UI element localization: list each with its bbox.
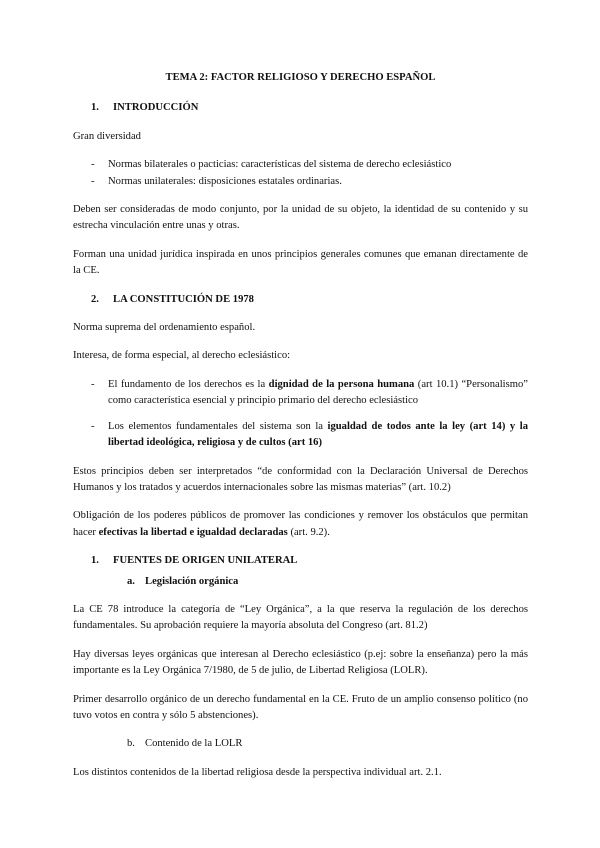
list-item-text <box>108 377 528 410</box>
text-run: Obligación de los poderes públicos de promover las condiciones y remover los obstáculos que permitan hacer <box>73 510 528 538</box>
section-title: LA CONSTITUCIÓN DE 1978 <box>113 293 254 305</box>
list-item <box>91 174 528 190</box>
section-heading-fuentes <box>73 553 528 569</box>
paragraph: Gran diversidad <box>73 130 141 142</box>
paragraph: La CE 78 introduce la categoría de “Ley Orgánica”, a la que reserva la regulación de los derechos fundamentales. Su aprobación requiere la mayoría absoluta del Congreso (art. 81.2) <box>73 603 528 632</box>
section-title: INTRODUCCIÓN <box>113 102 199 114</box>
paragraph: Hay diversas leyes orgánicas que interesan al Derecho eclesiástico (p.ej: sobre la enseñanza) pero la más importante es la Ley Orgánica 7/1980, de 5 de julio, de Libertad Religiosa (LOLR). <box>73 648 528 677</box>
list-item-text: Normas bilaterales o pacticias: características del sistema de derecho eclesiástico <box>108 159 452 171</box>
subsection-number: b. <box>127 738 135 750</box>
dash-marker: - <box>91 378 95 390</box>
text-run: Los elementos fundamentales del sistema son la <box>108 420 328 432</box>
section-title: FUENTES DE ORIGEN UNILATERAL <box>113 555 298 567</box>
subsection-heading-contenido <box>73 736 528 752</box>
subsection-title: Contenido de la LOLR <box>145 738 243 750</box>
bold-text: igualdad de todos ante la ley (art 14) y la libertad ideológica, religiosa y de cultos (art 16) <box>108 420 528 449</box>
text-run: (art. 9.2). <box>287 526 330 538</box>
document-title: TEMA 2: FACTOR RELIGIOSO Y DERECHO ESPAÑOL <box>165 72 436 83</box>
paragraph: Interesa, de forma especial, al derecho eclesiástico: <box>73 350 291 362</box>
text-run: (art 10.1) “Personalismo” como característica esencial y principio primario del derecho eclesiástico <box>108 378 528 407</box>
bold-text: dignidad de la persona humana <box>268 378 415 390</box>
dash-marker: - <box>91 159 95 171</box>
paragraph <box>73 508 528 541</box>
paragraph: Forman una unidad jurídica inspirada en unos principios generales comunes que emanan directamente de la CE. <box>73 248 528 277</box>
list-item-text <box>108 419 528 452</box>
text-run: El fundamento de los derechos es la <box>108 378 269 390</box>
section-heading-constitucion <box>73 292 528 308</box>
list-item <box>91 419 528 452</box>
paragraph: Norma suprema del ordenamiento español. <box>73 322 256 334</box>
bold-text: efectivas la libertad e igualdad declaradas <box>98 526 288 538</box>
bullet-list <box>73 377 528 452</box>
section-number: 2. <box>91 293 99 305</box>
list-item <box>91 377 528 410</box>
dash-marker: - <box>91 175 95 187</box>
section-number: 1. <box>91 555 99 567</box>
paragraph: Deben ser consideradas de modo conjunto, por la unidad de su objeto, la identidad de su contenido y su estrecha vinculación entre unas y otras. <box>73 204 528 232</box>
section-number: 1. <box>91 102 99 114</box>
dash-marker: - <box>91 420 95 432</box>
list-item <box>91 157 528 173</box>
subsection-number: a. <box>127 575 135 587</box>
section-heading-introduccion <box>73 100 528 116</box>
subsection-heading-legislacion <box>73 574 528 590</box>
paragraph: Estos principios deben ser interpretados “de conformidad con la Declaración Universal de Derechos Humanos y los tratados y acuerdos internacionales sobre las mismas materias” (art. 10.2) <box>73 465 528 493</box>
paragraph: Primer desarrollo orgánico de un derecho fundamental en la CE. Fruto de un amplio consenso político (no tuvo votos en contra y sólo 5 abstenciones). <box>73 693 528 721</box>
subsection-title: Legislación orgánica <box>145 575 239 587</box>
list-item-text: Normas unilaterales: disposiciones estatales ordinarias. <box>108 175 342 187</box>
bullet-list <box>73 157 528 190</box>
paragraph: Los distintos contenidos de la libertad religiosa desde la perspectiva individual art. 2.1. <box>73 766 442 778</box>
